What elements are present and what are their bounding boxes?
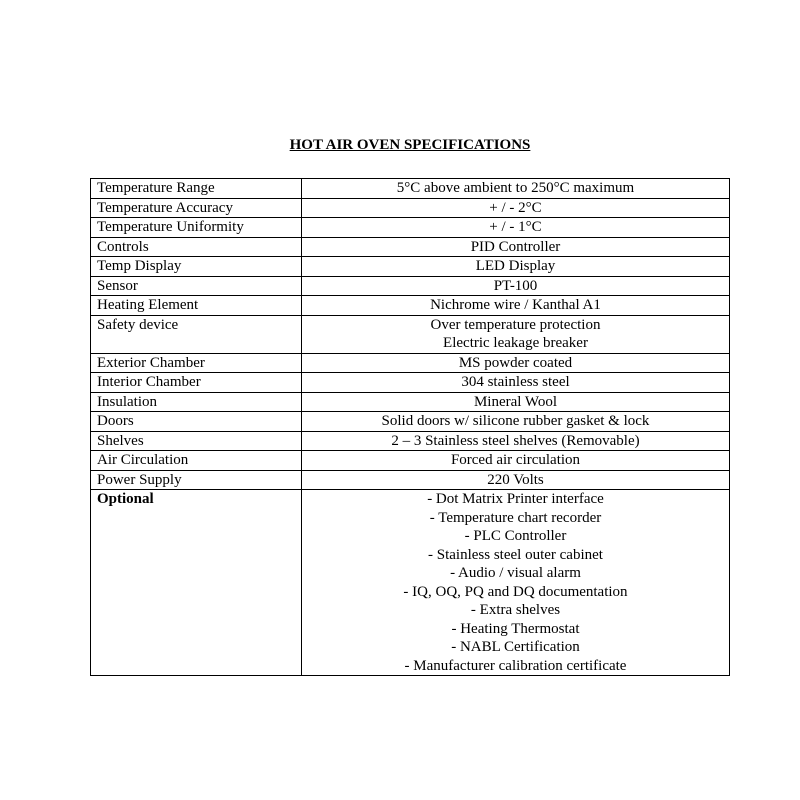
spec-label: Insulation — [91, 392, 302, 412]
spec-row — [91, 451, 730, 471]
spec-value — [302, 237, 730, 257]
optional-item: - PLC Controller — [464, 528, 567, 544]
spec-label: Temperature Uniformity — [91, 218, 302, 238]
spec-row — [91, 412, 730, 432]
spec-label: Shelves — [91, 431, 302, 451]
specifications-table-body — [91, 179, 730, 676]
spec-value — [302, 431, 730, 451]
spec-value — [302, 412, 730, 432]
spec-value — [302, 315, 730, 353]
spec-value-line: + / - 1°C — [489, 219, 542, 235]
spec-value — [302, 353, 730, 373]
optional-item: - IQ, OQ, PQ and DQ documentation — [403, 583, 628, 600]
optional-item: - Audio / visual alarm — [450, 565, 581, 581]
spec-label: Exterior Chamber — [91, 353, 302, 373]
document-title: HOT AIR OVEN SPECIFICATIONS — [289, 137, 531, 153]
spec-label: Temperature Accuracy — [91, 198, 302, 218]
optional-item: - NABL Certification — [451, 639, 580, 655]
spec-value-line: Nichrome wire / Kanthal A1 — [430, 297, 601, 313]
spec-row — [91, 276, 730, 296]
spec-row — [91, 296, 730, 316]
spec-label: Sensor — [91, 276, 302, 296]
spec-value-line: Over temperature protection — [430, 316, 601, 333]
spec-value-line: Mineral Wool — [473, 393, 558, 410]
spec-label: Power Supply — [91, 470, 302, 490]
spec-label: Temperature Range — [91, 179, 302, 199]
optional-item: - Dot Matrix Printer interface — [427, 491, 604, 507]
spec-value — [302, 392, 730, 412]
spec-row — [91, 237, 730, 257]
optional-item: - Manufacturer calibration certificate — [404, 657, 627, 674]
spec-value-line: Electric leakage breaker — [443, 335, 588, 351]
spec-row — [91, 373, 730, 393]
spec-value — [302, 179, 730, 199]
spec-value-line: 220 Volts — [487, 471, 544, 488]
spec-value-line: 304 stainless steel — [461, 374, 570, 390]
spec-value — [302, 296, 730, 316]
optional-item: - Heating Thermostat — [451, 620, 580, 637]
spec-row — [91, 315, 730, 353]
specifications-table — [90, 178, 730, 676]
spec-value-line: PT-100 — [493, 277, 538, 294]
spec-value-line: 2 – 3 Stainless steel shelves (Removable) — [391, 432, 640, 449]
spec-label: Safety device — [91, 315, 302, 353]
spec-value — [302, 451, 730, 471]
optional-item: - Extra shelves — [470, 602, 561, 618]
spec-value-line: 5°C above ambient to 250°C maximum — [396, 180, 635, 196]
spec-value-line: MS powder coated — [458, 354, 573, 371]
optional-row — [91, 490, 730, 676]
optional-label: Optional — [91, 490, 302, 676]
spec-value-line: + / - 2°C — [489, 199, 542, 216]
spec-label: Controls — [91, 237, 302, 257]
spec-value-line: PID Controller — [470, 238, 561, 255]
spec-value — [302, 218, 730, 238]
spec-value — [302, 276, 730, 296]
spec-row — [91, 470, 730, 490]
spec-row — [91, 431, 730, 451]
spec-row — [91, 218, 730, 238]
spec-row — [91, 257, 730, 277]
spec-label: Interior Chamber — [91, 373, 302, 393]
spec-value — [302, 470, 730, 490]
spec-value — [302, 373, 730, 393]
spec-value — [302, 198, 730, 218]
spec-value-line: Solid doors w/ silicone rubber gasket & lock — [381, 413, 650, 429]
spec-label: Doors — [91, 412, 302, 432]
optional-item: - Stainless steel outer cabinet — [428, 546, 603, 563]
spec-value — [302, 257, 730, 277]
optional-items — [302, 490, 730, 676]
spec-row — [91, 392, 730, 412]
spec-label: Heating Element — [91, 296, 302, 316]
spec-row — [91, 353, 730, 373]
spec-row — [91, 179, 730, 199]
spec-value-line: LED Display — [475, 258, 556, 274]
spec-row — [91, 198, 730, 218]
spec-label: Air Circulation — [91, 451, 302, 471]
spec-label: Temp Display — [91, 257, 302, 277]
optional-item: - Temperature chart recorder — [429, 509, 602, 526]
spec-value-line: Forced air circulation — [450, 452, 581, 468]
